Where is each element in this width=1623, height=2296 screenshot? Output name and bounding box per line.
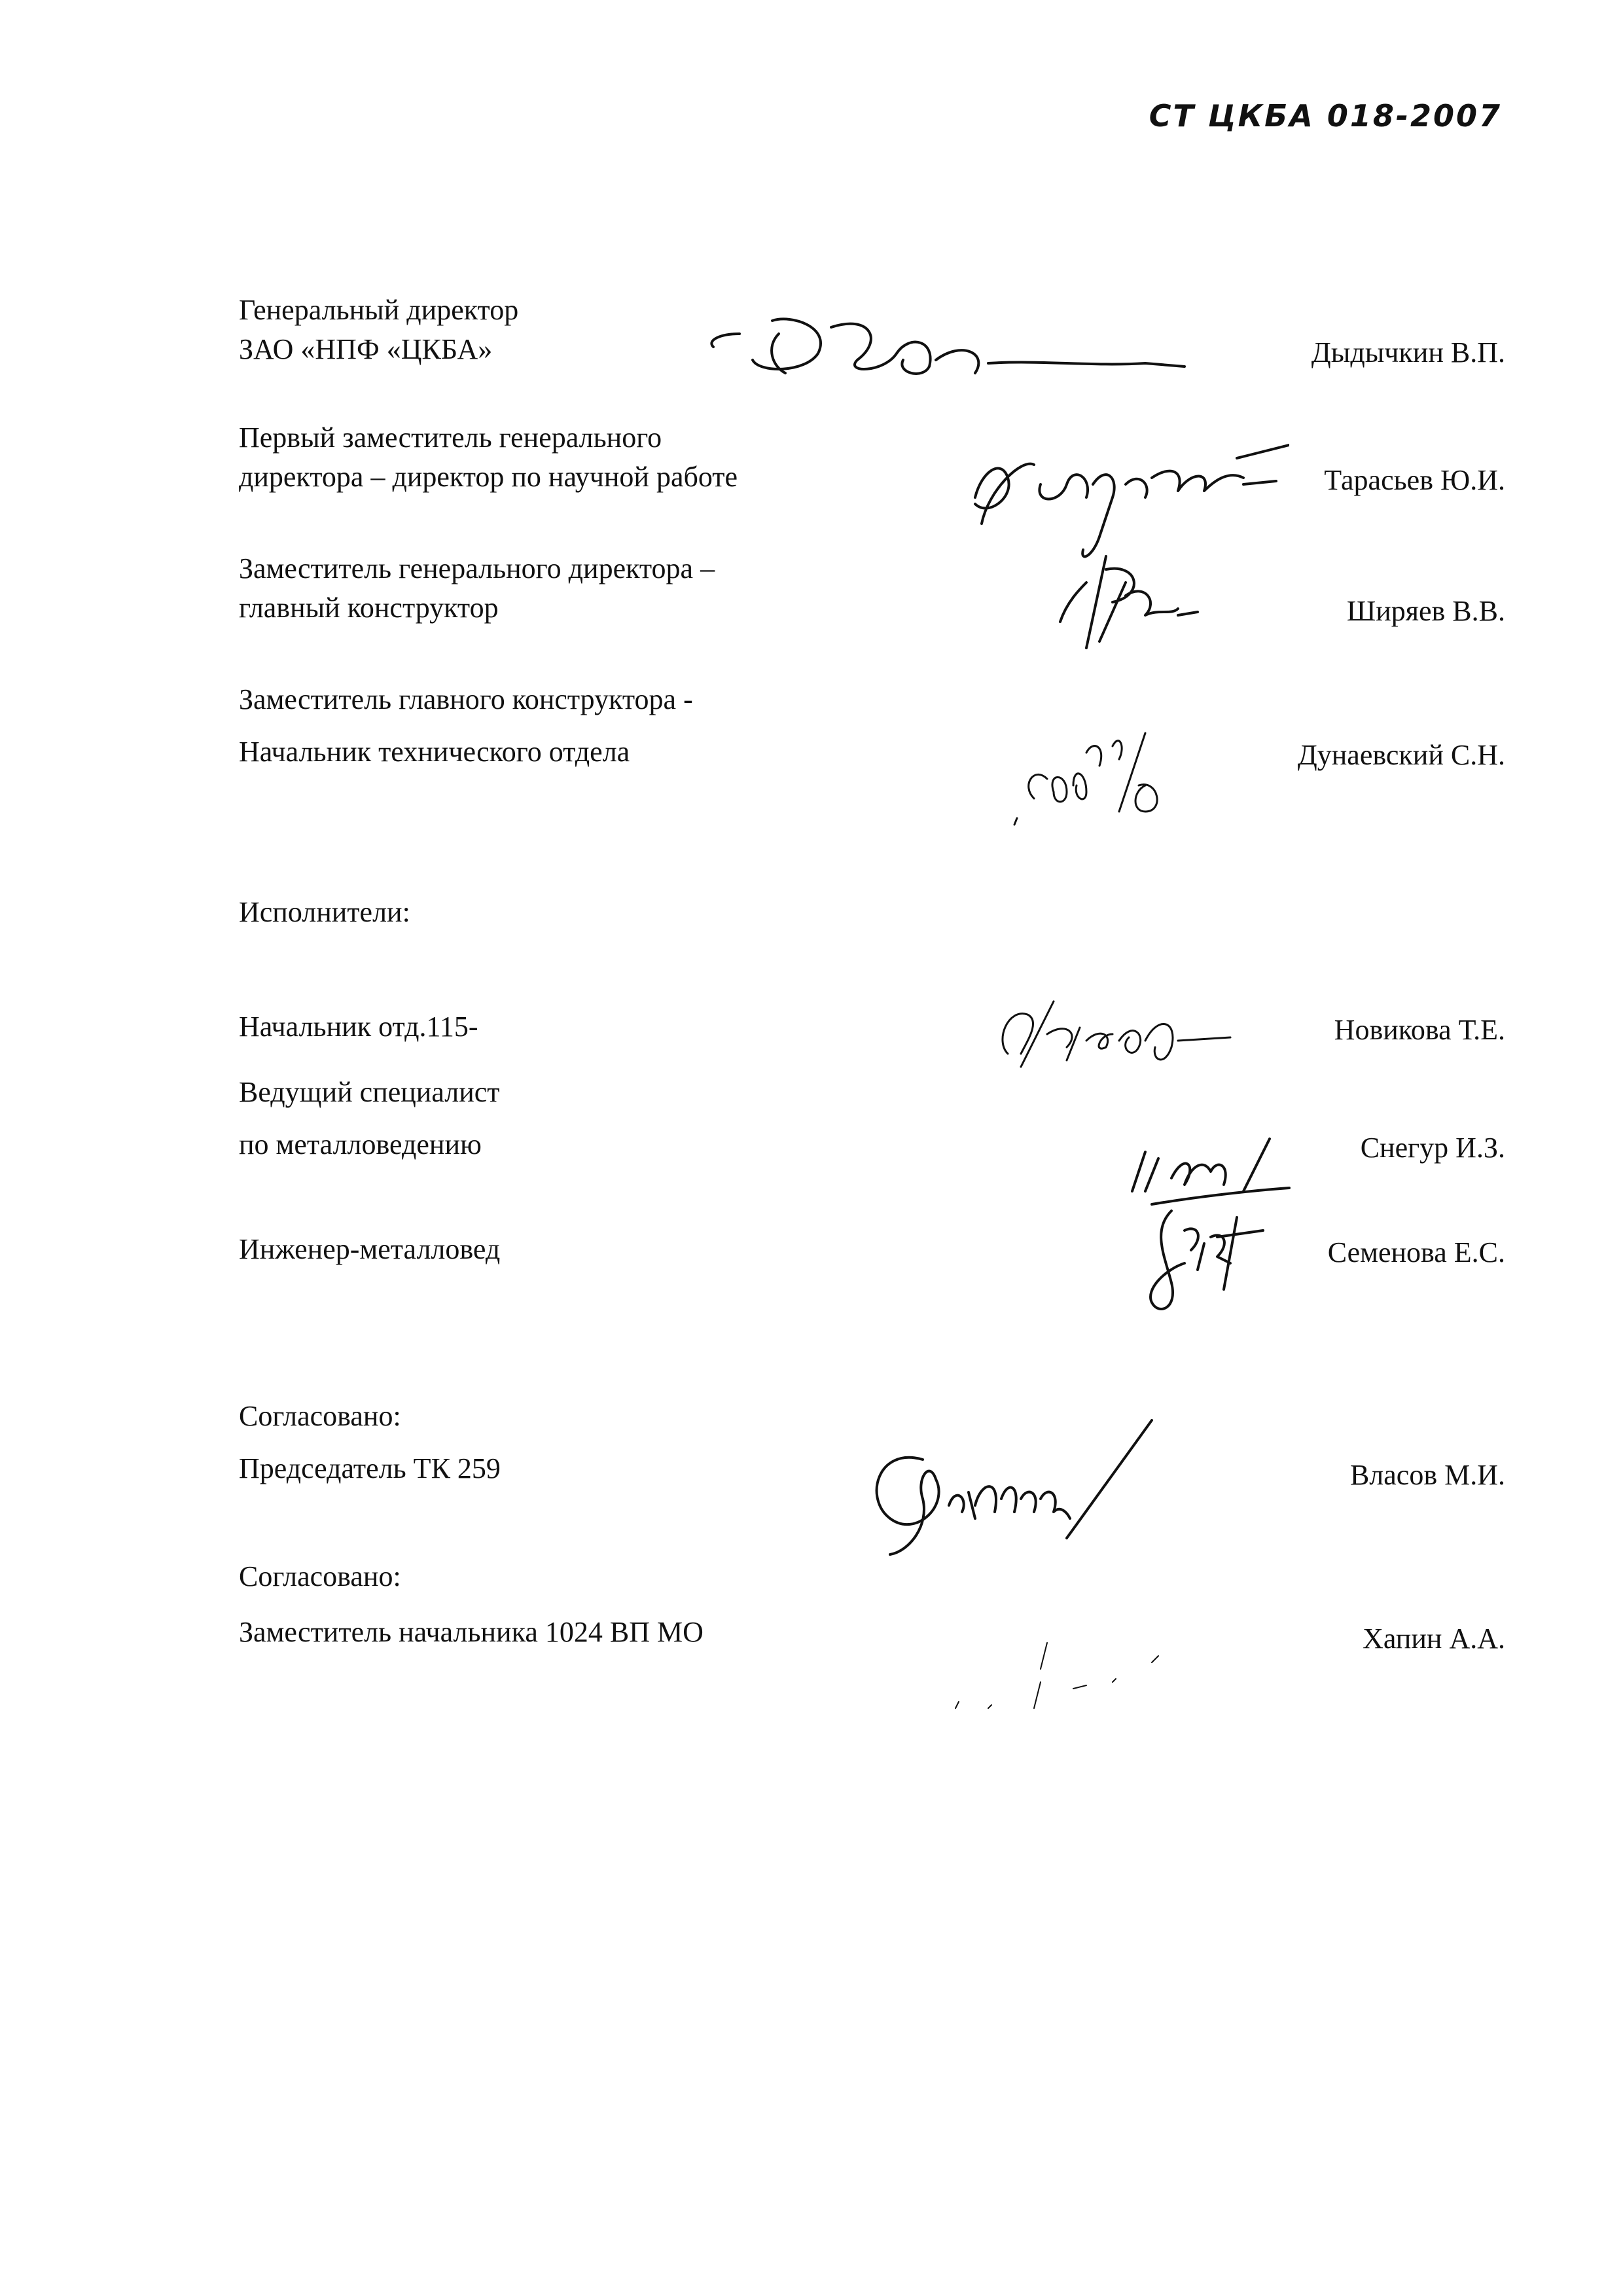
signature-khapin [942, 1617, 1191, 1721]
signature-dunaevsky [1001, 713, 1171, 844]
agreed-name: Власов М.И. [1349, 1459, 1505, 1491]
executor-title-line: по металловедению [239, 1128, 482, 1160]
executor-name: Новикова Т.Е. [1334, 1014, 1505, 1046]
agreed-title: Заместитель начальника 1024 ВП МО [239, 1616, 704, 1648]
signature-shiryaev [1047, 543, 1217, 661]
approver-title-line: директора – директор по научной работе [239, 461, 738, 493]
approver-title-line: Первый заместитель генерального [239, 422, 662, 454]
approver-name: Ширяев В.В. [1346, 595, 1505, 627]
approver-title-line: ЗАО «НПФ «ЦКБА» [239, 333, 493, 365]
signature-dydychkin [700, 301, 1198, 399]
approver-name: Дыдычкин В.П. [1311, 336, 1505, 368]
approver-title-line: Начальник технического отдела [239, 736, 630, 768]
signature-novikova [982, 982, 1257, 1080]
approver-title-line: Заместитель главного конструктора - [239, 683, 693, 715]
executor-name: Снегур И.З. [1360, 1132, 1505, 1164]
executor-title-line: Начальник отд.115- [239, 1011, 478, 1043]
agreed-label: Согласовано: [239, 1400, 401, 1432]
approver-title-line: Генеральный директор [239, 294, 519, 326]
executor-title-line: Ведущий специалист [239, 1076, 500, 1108]
signature-semenova [1113, 1191, 1270, 1322]
agreed-label: Согласовано: [239, 1560, 401, 1592]
executor-title-line: Инженер-металловед [239, 1233, 501, 1265]
executor-name: Семенова Е.С. [1327, 1236, 1505, 1268]
document-code: СТ ЦКБА 018-2007 [1149, 98, 1502, 134]
agreed-name: Хапин А.А. [1363, 1623, 1505, 1655]
approver-title-line: главный конструктор [239, 592, 499, 624]
approver-name: Тарасьев Ю.И. [1324, 464, 1505, 496]
approver-name: Дунаевский С.Н. [1297, 739, 1505, 771]
executors-heading: Исполнители: [239, 896, 410, 928]
agreed-title: Председатель ТК 259 [239, 1452, 501, 1484]
approver-title-line: Заместитель генерального директора – [239, 552, 715, 584]
signature-vlasov [851, 1407, 1178, 1564]
